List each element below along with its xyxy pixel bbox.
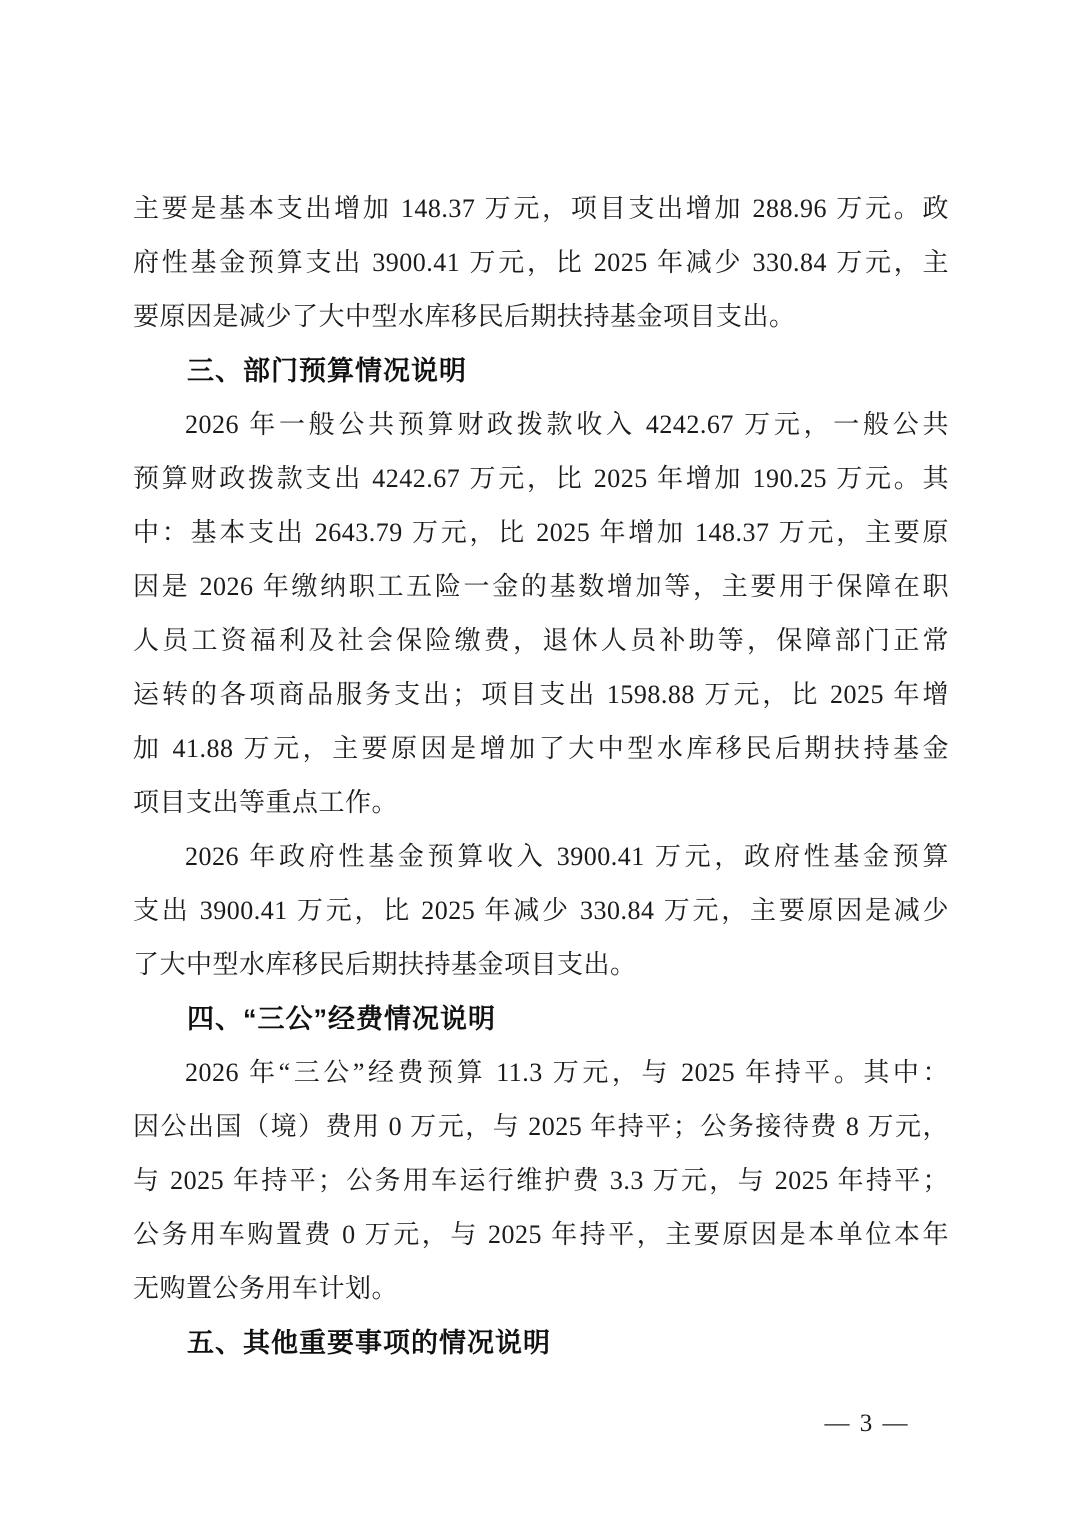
paragraph-line: 项目支出等重点工作。 [133, 788, 399, 817]
paragraph-line: 人员工资福利及社会保险缴费，退休人员补助等，保障部门正常 [133, 626, 949, 655]
paragraph-line: 因是 2026 年缴纳职工五险一金的基数增加等，主要用于保障在职 [133, 572, 949, 601]
paragraph-line: 中：基本支出 2643.79 万元，比 2025 年增加 148.37 万元，主要原 [133, 518, 949, 547]
paragraph-line: 预算财政拨款支出 4242.67 万元，比 2025 年增加 190.25 万元。其 [133, 464, 949, 493]
paragraph-line: 2026 年“三公”经费预算 11.3 万元，与 2025 年持平。其中： [185, 1058, 949, 1087]
paragraph-line: 无购置公务用车计划。 [133, 1274, 399, 1303]
paragraph-line: 了大中型水库移民后期扶持基金项目支出。 [133, 950, 637, 979]
paragraph-line: 运转的各项商品服务支出；项目支出 1598.88 万元，比 2025 年增 [133, 680, 949, 709]
paragraph-line: 2026 年一般公共预算财政拨款收入 4242.67 万元，一般公共 [185, 410, 949, 439]
paragraph-line: 因公出国（境）费用 0 万元，与 2025 年持平；公务接待费 8 万元， [133, 1112, 949, 1141]
paragraph [133, 830, 949, 992]
paragraph [133, 398, 949, 830]
paragraph-line: 主要是基本支出增加 148.37 万元，项目支出增加 288.96 万元。政 [133, 194, 949, 223]
content-area [133, 182, 949, 1370]
paragraph-line: 要原因是减少了大中型水库移民后期扶持基金项目支出。 [133, 302, 796, 331]
section-heading: 五、其他重要事项的情况说明 [187, 1328, 551, 1358]
paragraph-line: 公务用车购置费 0 万元，与 2025 年持平，主要原因是本单位本年 [133, 1220, 949, 1249]
paragraph-line: 加 41.88 万元，主要原因是增加了大中型水库移民后期扶持基金 [133, 734, 949, 763]
paragraph-line: 2026 年政府性基金预算收入 3900.41 万元，政府性基金预算 [185, 842, 949, 871]
paragraph-line: 府性基金预算支出 3900.41 万元，比 2025 年减少 330.84 万元，主 [133, 248, 949, 277]
section-heading: 四、“三公”经费情况说明 [187, 1004, 496, 1034]
page-number: — 3 — [824, 1410, 910, 1437]
paragraph-line: 与 2025 年持平；公务用车运行维护费 3.3 万元，与 2025 年持平； [133, 1166, 949, 1195]
section-heading: 三、部门预算情况说明 [187, 356, 467, 386]
paragraph-line: 支出 3900.41 万元，比 2025 年减少 330.84 万元，主要原因是减少 [133, 896, 949, 925]
paragraph [133, 182, 949, 344]
paragraph [133, 1046, 949, 1316]
